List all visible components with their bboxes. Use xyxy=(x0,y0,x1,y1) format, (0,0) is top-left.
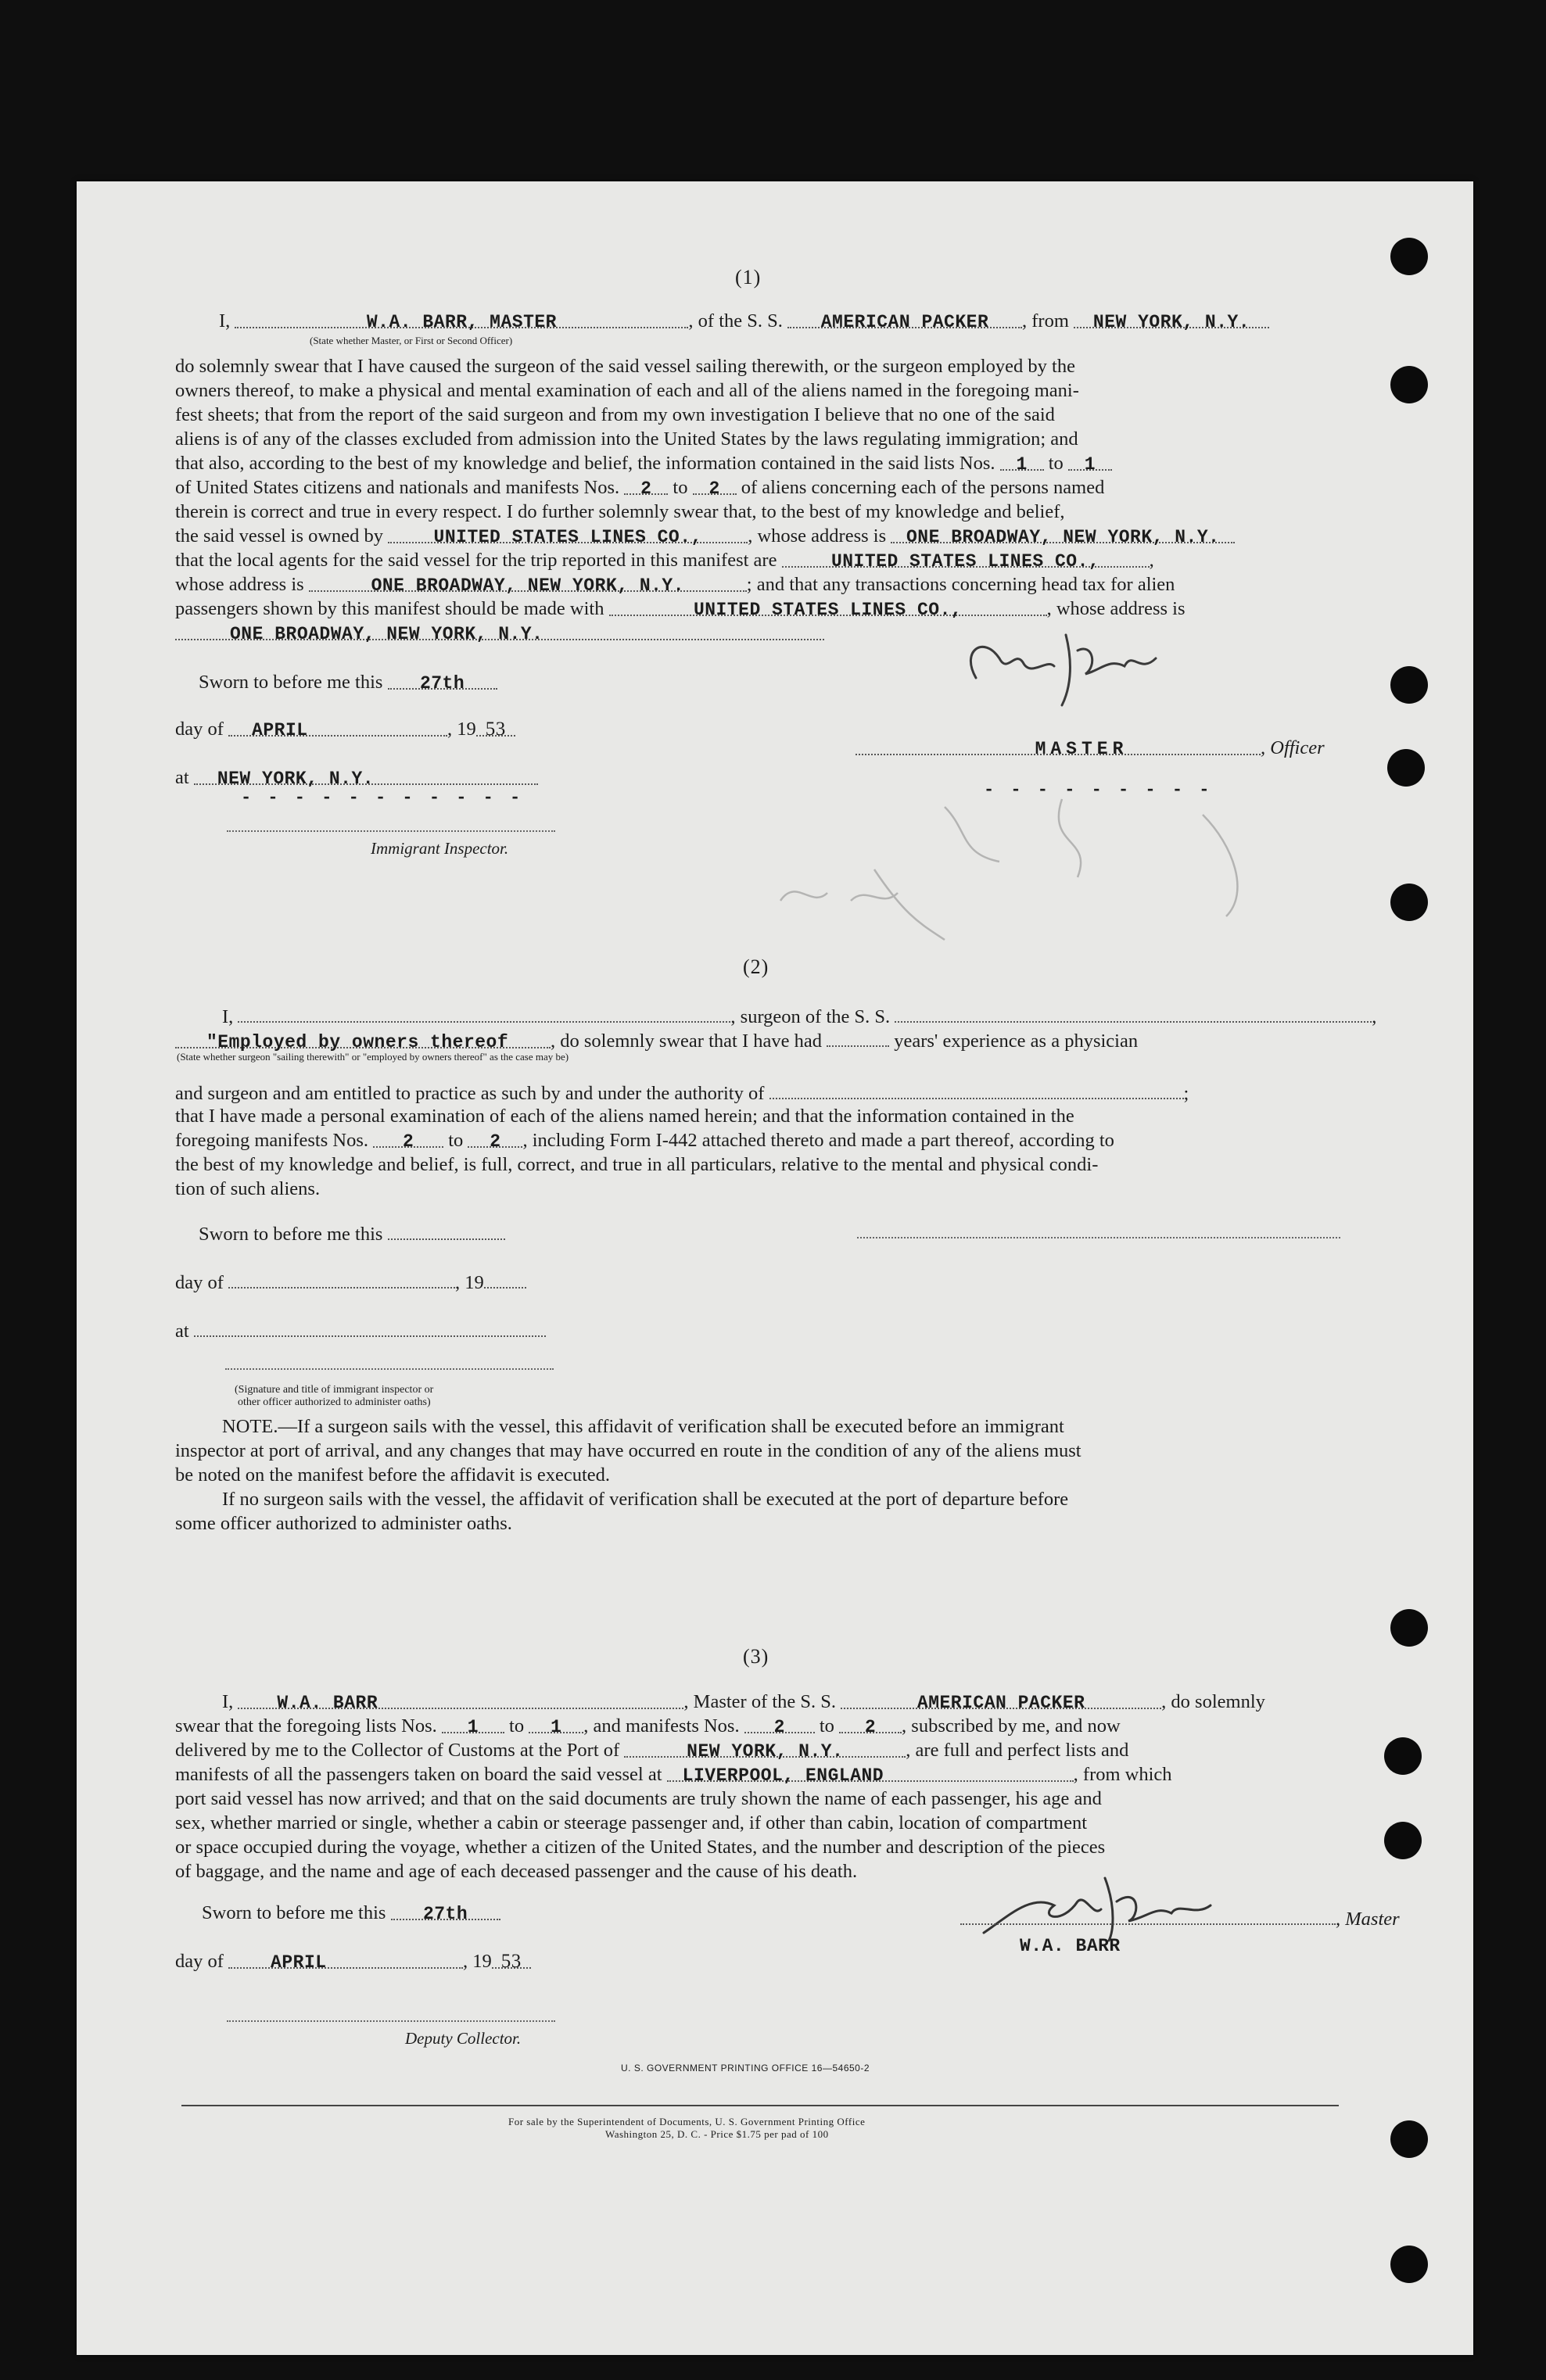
place-field xyxy=(194,1318,546,1337)
month-field xyxy=(228,1950,463,1973)
punch-hole xyxy=(1390,2120,1428,2158)
to-label: to xyxy=(673,477,688,498)
sworn-day-value: 27th xyxy=(422,1904,468,1924)
collector-signature-line xyxy=(227,2020,555,2022)
from-port-field xyxy=(1074,310,1269,332)
affidavit-3-line-3 xyxy=(175,1739,1128,1762)
agents-address-field xyxy=(309,573,747,596)
lists-to-field xyxy=(1068,452,1112,475)
at-line-2 xyxy=(175,1318,546,1343)
vessel-field xyxy=(787,310,1022,332)
manifests-from-value: 2 xyxy=(773,1717,785,1737)
signature-note-1: (Signature and title of immigrant inspector or xyxy=(235,1384,434,1396)
solemnly-label: , do solemnly xyxy=(1161,1691,1265,1712)
punch-hole xyxy=(1390,884,1428,921)
at-label: at xyxy=(175,1321,189,1342)
manifests-from-field xyxy=(624,476,668,499)
affidavit-2-text-6: tion of such aliens. xyxy=(175,1178,321,1199)
sworn-day-field xyxy=(391,1901,500,1924)
punch-hole xyxy=(1390,238,1428,275)
punch-hole xyxy=(1390,666,1428,704)
subscribed-label: , subscribed by me, and now xyxy=(902,1715,1121,1737)
day-of-line-3 xyxy=(175,1950,531,1973)
head-tax-text: ; and that any transactions concerning head tax for alien xyxy=(746,574,1175,595)
surgeon-of-label: , surgeon of the S. S. xyxy=(730,1006,891,1027)
signature-note-2: other officer authorized to administer oaths) xyxy=(238,1396,431,1408)
month-value: APRIL xyxy=(252,720,308,740)
note-line-2: inspector at port of arrival, and any changes that may have occurred en route in the condition of any of the aliens must xyxy=(175,1440,1081,1461)
year-prefix: , 19 xyxy=(463,1951,492,1972)
lists-from-field xyxy=(442,1715,504,1737)
manifests-text: of United States citizens and nationals and manifests Nos. xyxy=(175,477,620,498)
officer-rank-note: (State whether Master, or First or Second Officer) xyxy=(310,335,513,346)
punch-hole xyxy=(1390,366,1428,403)
note-line-3: be noted on the manifest before the affidavit is executed. xyxy=(175,1464,611,1486)
to-label: to xyxy=(448,1130,464,1151)
authority-field xyxy=(769,1081,1184,1099)
authority-label: and surgeon and am entitled to practice as such by and under the authority of xyxy=(175,1083,765,1104)
local-agents-label: that the local agents for the said vessel for the trip reported in this manifest are xyxy=(175,550,777,571)
affidavit-2-text-2: and surgeon and am entitled to practice as such by and under the authority of ; xyxy=(175,1081,1189,1106)
i-label: I, xyxy=(222,1691,234,1712)
port-value: NEW YORK, N.Y. xyxy=(687,1741,844,1762)
year-field xyxy=(484,1270,526,1289)
punch-hole xyxy=(1384,1737,1422,1775)
lists-from-value: 1 xyxy=(1016,454,1028,475)
day-of-line-2 xyxy=(175,1270,526,1295)
affidavit-2-text-5: the best of my knowledge and belief, is full, correct, and true in all particulars, relative to the mental and physical condi- xyxy=(175,1154,1099,1175)
departure-port-value: LIVERPOOL, ENGLAND xyxy=(682,1765,884,1786)
affidavit-3-line-2 xyxy=(175,1715,1121,1738)
year-prefix: , 19 xyxy=(455,1272,484,1293)
note-line-1: NOTE.—If a surgeon sails with the vessel, this affidavit of verification shall be executed before an immigrant xyxy=(222,1416,1064,1437)
manifests-from-value: 2 xyxy=(640,479,652,499)
note-line-5: some officer authorized to administer oaths. xyxy=(175,1513,512,1534)
agents-address-label: whose address is xyxy=(175,574,304,595)
lists-from-field xyxy=(1000,452,1044,475)
agents-address-value: ONE BROADWAY, NEW YORK, N.Y. xyxy=(371,575,685,596)
whose-address-label: , whose address is xyxy=(748,525,887,547)
officer-title-value: MASTER xyxy=(1035,739,1128,759)
master-signature-field xyxy=(960,1906,1336,1925)
affidavit-1-text-1: do solemnly swear that I have caused the surgeon of the said vessel sailing therewith, or the surgeon employed by the xyxy=(175,356,1075,377)
vessel-value: AMERICAN PACKER xyxy=(916,1693,1085,1713)
affidavit-1-text-9: that the local agents for the said vessel for the trip reported in this manifest are UNITED STATES LINES CO., , xyxy=(175,550,1154,572)
punch-hole xyxy=(1384,1822,1422,1859)
master-signature-line-3 xyxy=(960,1906,1400,1931)
manifests-label: , and manifests Nos. xyxy=(583,1715,740,1737)
note-line-4: If no surgeon sails with the vessel, the affidavit of verification shall be executed at the port of departure before xyxy=(222,1489,1069,1510)
years-field xyxy=(827,1028,889,1047)
officer-title-field xyxy=(856,737,1261,759)
punch-hole xyxy=(1390,1609,1428,1647)
for-sale-notice: For sale by the Superintendent of Documents, U. S. Government Printing Office xyxy=(508,2116,866,2127)
head-tax-address-field xyxy=(175,622,824,644)
affidavit-1-text-12 xyxy=(175,622,824,645)
manifests-from-value: 2 xyxy=(402,1131,414,1152)
affidavit-1-text-6 xyxy=(175,476,1104,500)
to-label: to xyxy=(819,1715,834,1737)
year-field xyxy=(492,1950,531,1972)
affidavit-3-text-5: port said vessel has now arrived; and that on the said documents are truly shown the name of each passenger, his age and xyxy=(175,1788,1102,1809)
master-name-field xyxy=(235,310,688,332)
master-of-label: , Master of the S. S. xyxy=(683,1691,837,1712)
form-i442-text: , including Form I-442 attached thereto and made a part thereof, according to xyxy=(522,1130,1114,1151)
affidavit-1-text-8 xyxy=(175,525,1235,548)
punch-hole xyxy=(1390,2246,1428,2283)
sworn-line-2 xyxy=(199,1221,505,1246)
signer-name: W.A. BARR xyxy=(1020,1936,1121,1956)
year-prefix: , 19 xyxy=(447,719,476,740)
master-signature-line-1 xyxy=(856,737,1325,760)
price-notice: Washington 25, D. C. - Price $1.75 per pad of 100 xyxy=(605,2128,829,2140)
collector-port-label: delivered by me to the Collector of Customs at the Port of xyxy=(175,1740,620,1761)
to-label: to xyxy=(1048,453,1064,474)
affidavit-2-line-2 xyxy=(175,1028,1138,1053)
owner-address-field xyxy=(891,525,1235,547)
aliens-text: of aliens concerning each of the persons named xyxy=(741,477,1105,498)
manifests-to-value: 2 xyxy=(708,479,720,499)
lists-to-value: 1 xyxy=(551,1717,562,1737)
manifests-to-field xyxy=(839,1715,902,1737)
manifests-from-field xyxy=(744,1715,815,1737)
affidavit-1-text-3: fest sheets; that from the report of the said surgeon and from my own investigation I believe that no one of the said xyxy=(175,404,1055,425)
sworn-line-1 xyxy=(199,671,497,694)
inspector-label: Immigrant Inspector. xyxy=(371,839,509,858)
manifests-to-value: 2 xyxy=(490,1131,501,1152)
place-value: NEW YORK, N.Y. xyxy=(217,769,375,789)
affidavit-3-line-4 xyxy=(175,1763,1172,1787)
agents-field xyxy=(782,549,1150,572)
sworn-label: Sworn to before me this xyxy=(199,672,383,693)
day-of-label: day of xyxy=(175,719,224,740)
surgeon-status-value: "Employed by owners thereof xyxy=(206,1032,509,1052)
foregoing-lists-label: swear that the foregoing lists Nos. xyxy=(175,1715,437,1737)
affidavit-1-text-7: therein is correct and true in every respect. I do further solemnly swear that, to the best of my knowledge and belief, xyxy=(175,501,1065,522)
surgeon-signature-line xyxy=(857,1237,1340,1238)
master-signature-1 xyxy=(929,604,1195,713)
year-value: 53 xyxy=(500,1951,522,1972)
officer-label: , Officer xyxy=(1261,737,1325,758)
day-of-label: day of xyxy=(175,1951,224,1972)
manifests-to-field xyxy=(693,476,737,499)
affidavit-3-number: (3) xyxy=(743,1645,769,1668)
sworn-label: Sworn to before me this xyxy=(199,1224,383,1245)
master-name-value: W.A. BARR, MASTER xyxy=(366,312,557,332)
affidavit-2-text-4 xyxy=(175,1129,1114,1152)
owned-by-label: the said vessel is owned by xyxy=(175,525,384,547)
years-experience-label: , do solemnly swear that I have had xyxy=(551,1030,822,1052)
physician-label: years' experience as a physician xyxy=(894,1030,1139,1052)
month-value: APRIL xyxy=(271,1952,327,1973)
deputy-collector-label: Deputy Collector. xyxy=(405,2029,522,2048)
month-field xyxy=(228,1270,455,1289)
foregoing-manifests-label: foregoing manifests Nos. xyxy=(175,1130,368,1151)
footer-rule xyxy=(181,2105,1339,2106)
affidavit-2-number: (2) xyxy=(743,955,769,978)
affidavit-3-text-6: sex, whether married or single, whether a cabin or steerage passenger and, if other than cabin, location of compartment xyxy=(175,1812,1088,1833)
affidavit-3-line-1 xyxy=(222,1690,1265,1714)
surgeon-status-note: (State whether surgeon "sailing therewith" or "employed by owners thereof" as the case may be) xyxy=(177,1051,569,1063)
year-value: 53 xyxy=(485,719,506,740)
master-name-field xyxy=(238,1690,683,1713)
manifests-to-field xyxy=(468,1129,522,1152)
officer-dashes: - - - - - - - - - xyxy=(984,780,1213,800)
affidavit-1-line-1 xyxy=(219,310,1269,333)
surgeon-status-field xyxy=(175,1030,551,1052)
bleed-through-marks xyxy=(765,783,1312,948)
of-the-ss-label: , of the S. S. xyxy=(688,310,783,332)
master-label: , Master xyxy=(1336,1909,1400,1930)
owner-address-value: ONE BROADWAY, NEW YORK, N.Y. xyxy=(906,527,1220,547)
sworn-label: Sworn to before me this xyxy=(202,1902,386,1923)
affidavit-2-line-1: I, , surgeon of the S. S. , xyxy=(222,1004,1376,1029)
affidavit-1-text-5 xyxy=(175,452,1112,475)
vessel-field xyxy=(841,1690,1161,1713)
lists-text: that also, according to the best of my knowledge and belief, the information contained in the said lists Nos. xyxy=(175,453,995,474)
affidavit-1-number: (1) xyxy=(735,266,762,289)
lists-from-value: 1 xyxy=(467,1717,479,1737)
punch-hole xyxy=(1387,749,1425,787)
sworn-line-3 xyxy=(202,1901,500,1925)
manifests-from-field xyxy=(373,1129,443,1152)
place-field xyxy=(194,766,538,789)
surgeon-vessel-field xyxy=(895,1004,1372,1023)
manifests-to-value: 2 xyxy=(864,1717,877,1737)
i-label: I, xyxy=(219,310,231,332)
vessel-value: AMERICAN PACKER xyxy=(820,312,989,332)
lists-to-value: 1 xyxy=(1084,454,1096,475)
month-field xyxy=(228,718,447,740)
departure-port-field xyxy=(667,1763,1074,1786)
from-label: , from xyxy=(1022,310,1069,332)
printing-office-code: U. S. GOVERNMENT PRINTING OFFICE 16—54650-2 xyxy=(621,2063,870,2074)
affidavit-3-text-7: or space occupied during the voyage, whether a citizen of the United States, and the number and description of the pieces xyxy=(175,1837,1106,1858)
year-field xyxy=(476,718,515,740)
surgeon-name-field xyxy=(238,1004,730,1023)
head-tax-made-with-label: passengers shown by this manifest should be made with xyxy=(175,598,604,619)
day-of-line-1 xyxy=(175,718,515,741)
manifest-verification-page xyxy=(77,181,1473,2355)
owner-field xyxy=(388,525,748,547)
port-field xyxy=(624,1739,906,1762)
affidavit-2-text-3: that I have made a personal examination of each of the aliens named herein; and that the information contained in the xyxy=(175,1106,1074,1127)
inspector-signature-line-2 xyxy=(225,1368,554,1370)
taken-on-board-label: manifests of all the passengers taken on board the said vessel at xyxy=(175,1764,662,1785)
affidavit-1-text-4: aliens is of any of the classes excluded from admission into the United States by the laws regulating immigration; and xyxy=(175,428,1078,450)
sworn-day-field xyxy=(388,671,497,694)
from-port-value: NEW YORK, N.Y. xyxy=(1092,312,1250,332)
sworn-day-field xyxy=(388,1221,505,1240)
head-tax-address-label: , whose address is xyxy=(1046,598,1186,619)
sworn-day-value: 27th xyxy=(419,673,465,694)
inspector-signature-line xyxy=(227,830,555,832)
at-line-1 xyxy=(175,766,538,790)
agents-value: UNITED STATES LINES CO., xyxy=(830,551,1100,572)
head-tax-address-value: ONE BROADWAY, NEW YORK, N.Y. xyxy=(230,624,543,644)
affidavit-1-text-10 xyxy=(175,573,1175,597)
owner-value: UNITED STATES LINES CO., xyxy=(433,527,702,547)
at-label: at xyxy=(175,767,189,788)
master-name-value: W.A. BARR xyxy=(277,1693,378,1713)
day-of-label: day of xyxy=(175,1272,224,1293)
head-tax-agent-value: UNITED STATES LINES CO., xyxy=(693,600,963,620)
i-label: I, xyxy=(222,1006,234,1027)
to-label: to xyxy=(509,1715,525,1737)
place-dashes: - - - - - - - - - - - xyxy=(241,788,524,808)
affidavit-1-text-2: owners thereof, to make a physical and mental examination of each and all of the aliens named in the foregoing mani- xyxy=(175,380,1079,401)
affidavit-3-text-8: of baggage, and the name and age of each deceased passenger and the cause of his death. xyxy=(175,1861,858,1882)
lists-to-field xyxy=(529,1715,583,1737)
from-which-label: , from which xyxy=(1073,1764,1172,1785)
full-lists-label: , are full and perfect lists and xyxy=(906,1740,1129,1761)
